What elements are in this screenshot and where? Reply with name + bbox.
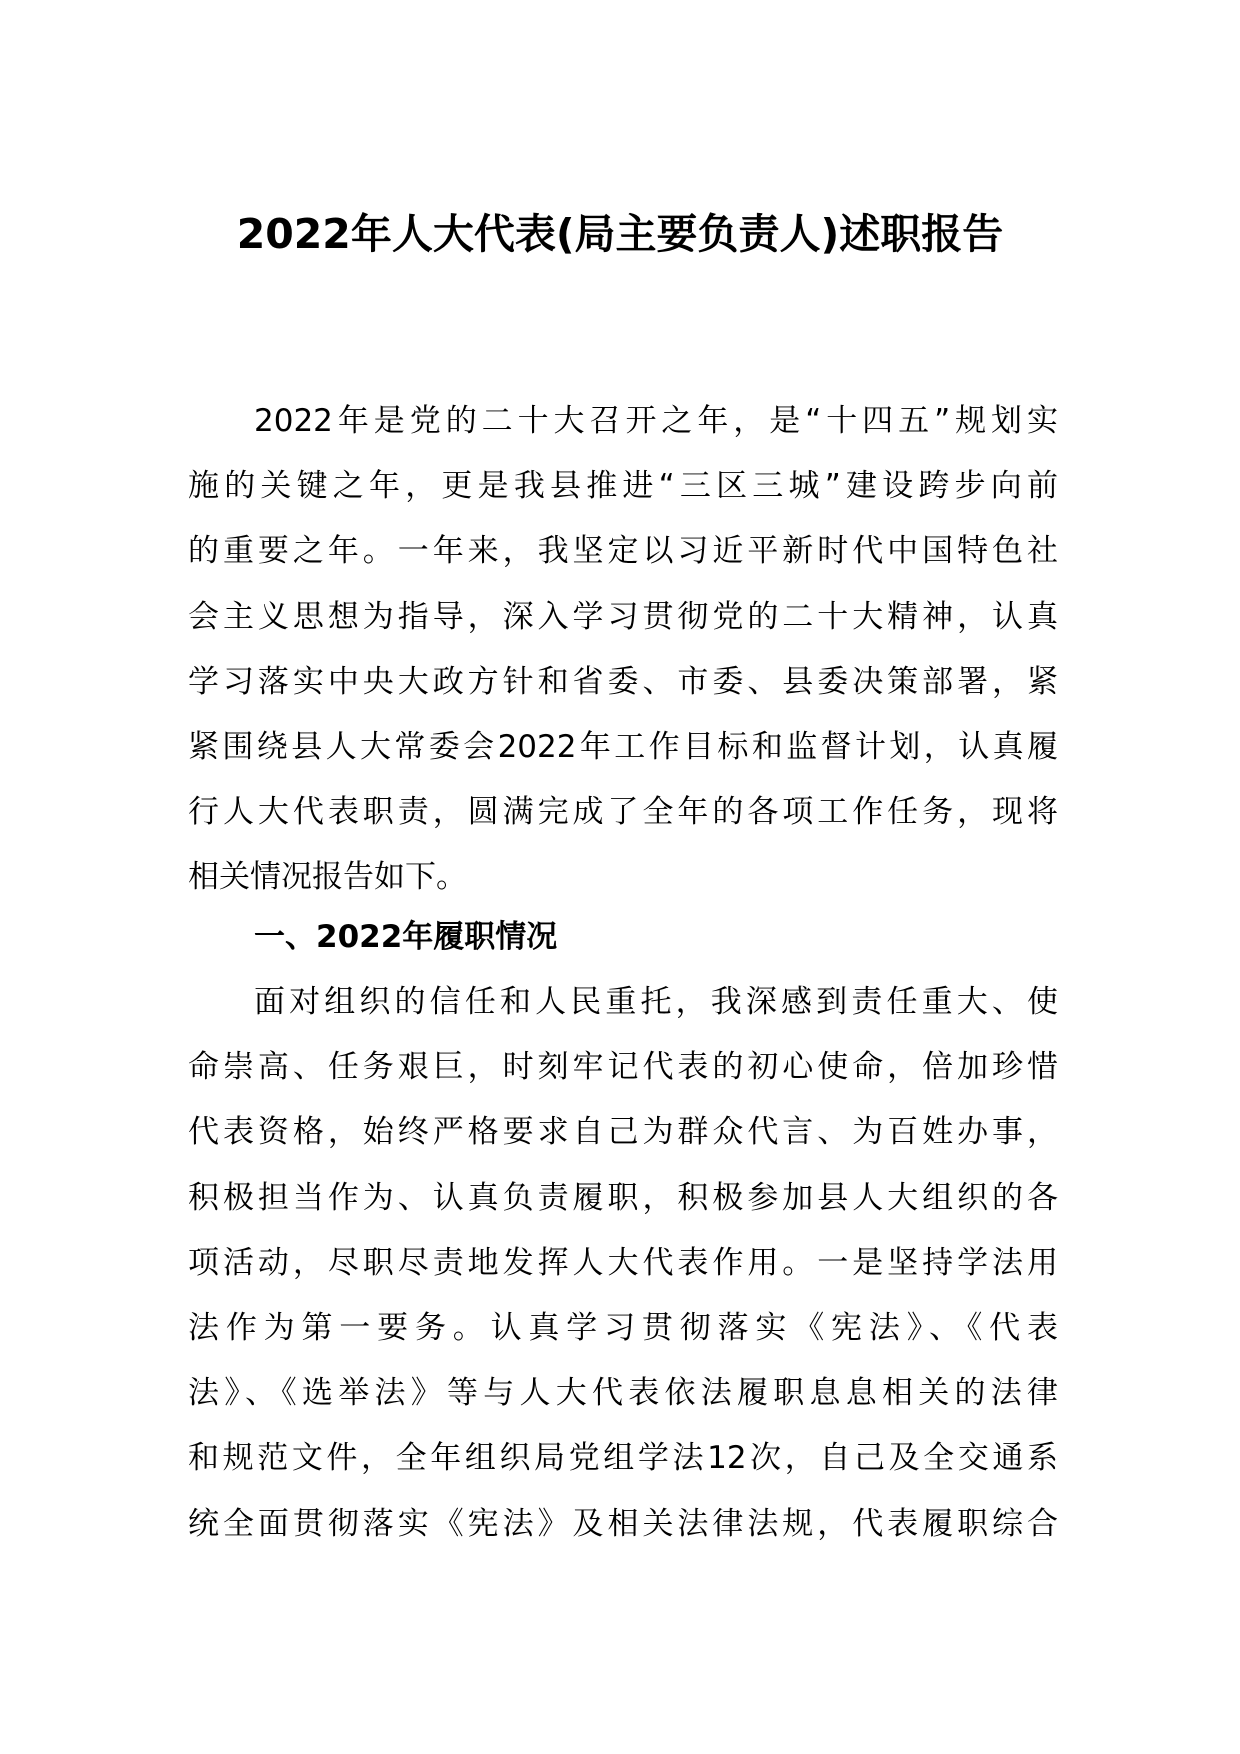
section-heading: 一、2022年履职情况 — [254, 919, 558, 955]
section-paragraph — [188, 970, 1058, 1557]
paragraph-line: 统全面贯彻落实《宪法》及相关法律法规，代表履职综合 — [188, 1505, 1058, 1542]
paragraph-line: 行人大代表职责，圆满完成了全年的各项工作任务，现将 — [188, 794, 1058, 831]
paragraph-line: 学习落实中央大政方针和省委、市委、县委决策部署，紧 — [188, 663, 1058, 700]
paragraph-line: 相关情况报告如下。 — [188, 859, 467, 896]
paragraph-line: 命崇高、任务艰巨，时刻牢记代表的初心使命，倍加珍惜 — [188, 1049, 1058, 1086]
paragraph-line: 施的关键之年，更是我县推进“三区三城”建设跨步向前 — [188, 468, 1058, 505]
intro-paragraph — [188, 389, 1058, 911]
paragraph-line: 项活动，尽职尽责地发挥人大代表作用。一是坚持学法用 — [188, 1244, 1058, 1281]
paragraph-line: 法作为第一要务。认真学习贯彻落实《宪法》、《代表 — [188, 1309, 1058, 1346]
paragraph-line: 代表资格，始终严格要求自己为群众代言、为百姓办事， — [188, 1114, 1058, 1151]
paragraph-line: 和规范文件，全年组织局党组学法12次，自己及全交通系 — [188, 1440, 1058, 1477]
paragraph-line: 会主义思想为指导，深入学习贯彻党的二十大精神，认真 — [188, 598, 1058, 635]
paragraph-line: 2022年是党的二十大召开之年，是“十四五”规划实 — [254, 403, 1058, 439]
document-title: 2022年人大代表(局主要负责人)述职报告 — [236, 210, 1004, 258]
paragraph-line: 积极担当作为、认真负责履职，积极参加县人大组织的各 — [188, 1179, 1058, 1216]
paragraph-line: 的重要之年。一年来，我坚定以习近平新时代中国特色社 — [188, 533, 1058, 570]
paragraph-line: 法》、《选举法》等与人大代表依法履职息息相关的法律 — [188, 1375, 1058, 1412]
paragraph-line: 面对组织的信任和人民重托，我深感到责任重大、使 — [254, 984, 1058, 1020]
paragraph-line: 紧围绕县人大常委会2022年工作目标和监督计划，认真履 — [188, 728, 1058, 765]
